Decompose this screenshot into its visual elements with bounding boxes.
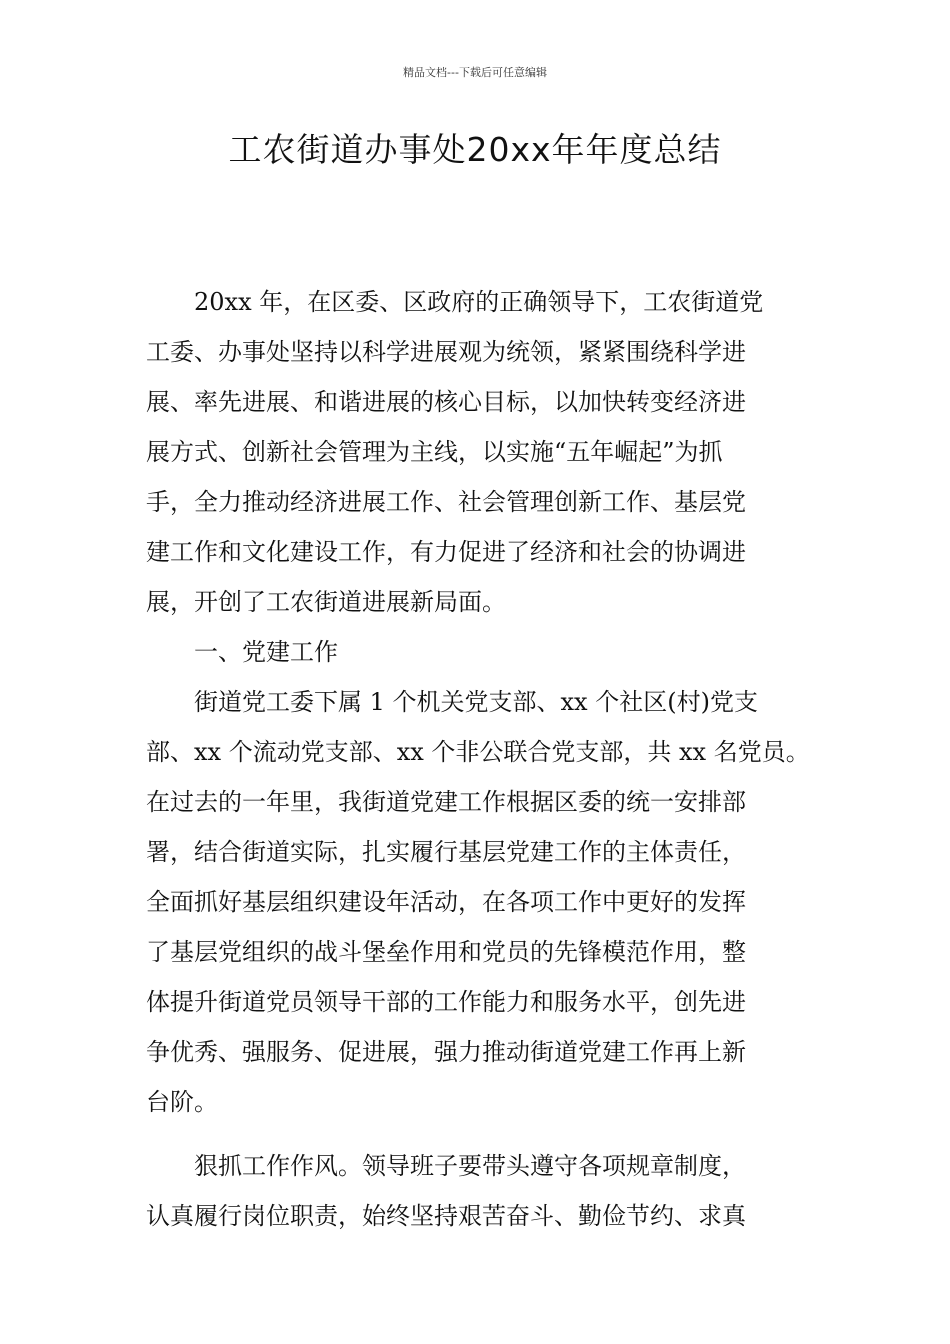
body-line: 全面抓好基层组织建设年活动，在各项工作中更好的发挥 (146, 888, 746, 916)
body-line: 建工作和文化建设工作，有力促进了经济和社会的协调进 (146, 538, 746, 566)
body-line: 在过去的一年里，我街道党建工作根据区委的统一安排部 (146, 788, 746, 816)
body-line: 展方式、创新社会管理为主线，以实施“五年崛起”为抓 (146, 438, 723, 466)
body-line: 展、率先进展、和谐进展的核心目标，以加快转变经济进 (146, 388, 746, 416)
paragraph-gap (146, 1127, 808, 1141)
body-line: 了基层党组织的战斗堡垒作用和党员的先锋模范作用，整 (146, 938, 746, 966)
body-line: 狠抓工作作风。领导班子要带头遵守各项规章制度， (146, 1152, 746, 1180)
body-line: 台阶。 (146, 1088, 218, 1116)
body-line: 署，结合街道实际，扎实履行基层党建工作的主体责任， (146, 838, 746, 866)
body-line: 展，开创了工农街道进展新局面。 (146, 588, 506, 616)
body-line: 街道党工委下属 1 个机关党支部、xx 个社区(村)党支 (146, 688, 758, 716)
header-note: 精品文档---下载后可任意编辑 (403, 66, 547, 79)
body-line: 认真履行岗位职责，始终坚持艰苦奋斗、勤俭节约、求真 (146, 1202, 746, 1230)
body-line: 工委、办事处坚持以科学进展观为统领，紧紧围绕科学进 (146, 338, 746, 366)
section-heading: 一、党建工作 (146, 638, 338, 666)
body-line: 体提升街道党员领导干部的工作能力和服务水平，创先进 (146, 988, 746, 1016)
body-line: 争优秀、强服务、促进展，强力推动街道党建工作再上新 (146, 1038, 746, 1066)
body-line: 手，全力推动经济进展工作、社会管理创新工作、基层党 (146, 488, 746, 516)
document-body (146, 277, 808, 1241)
document-title: 工农街道办事处20xx年年度总结 (228, 130, 722, 169)
body-line: 部、xx 个流动党支部、xx 个非公联合党支部，共 xx 名党员。 (146, 738, 810, 766)
body-line: 20xx 年，在区委、区政府的正确领导下，工农街道党 (146, 288, 764, 316)
